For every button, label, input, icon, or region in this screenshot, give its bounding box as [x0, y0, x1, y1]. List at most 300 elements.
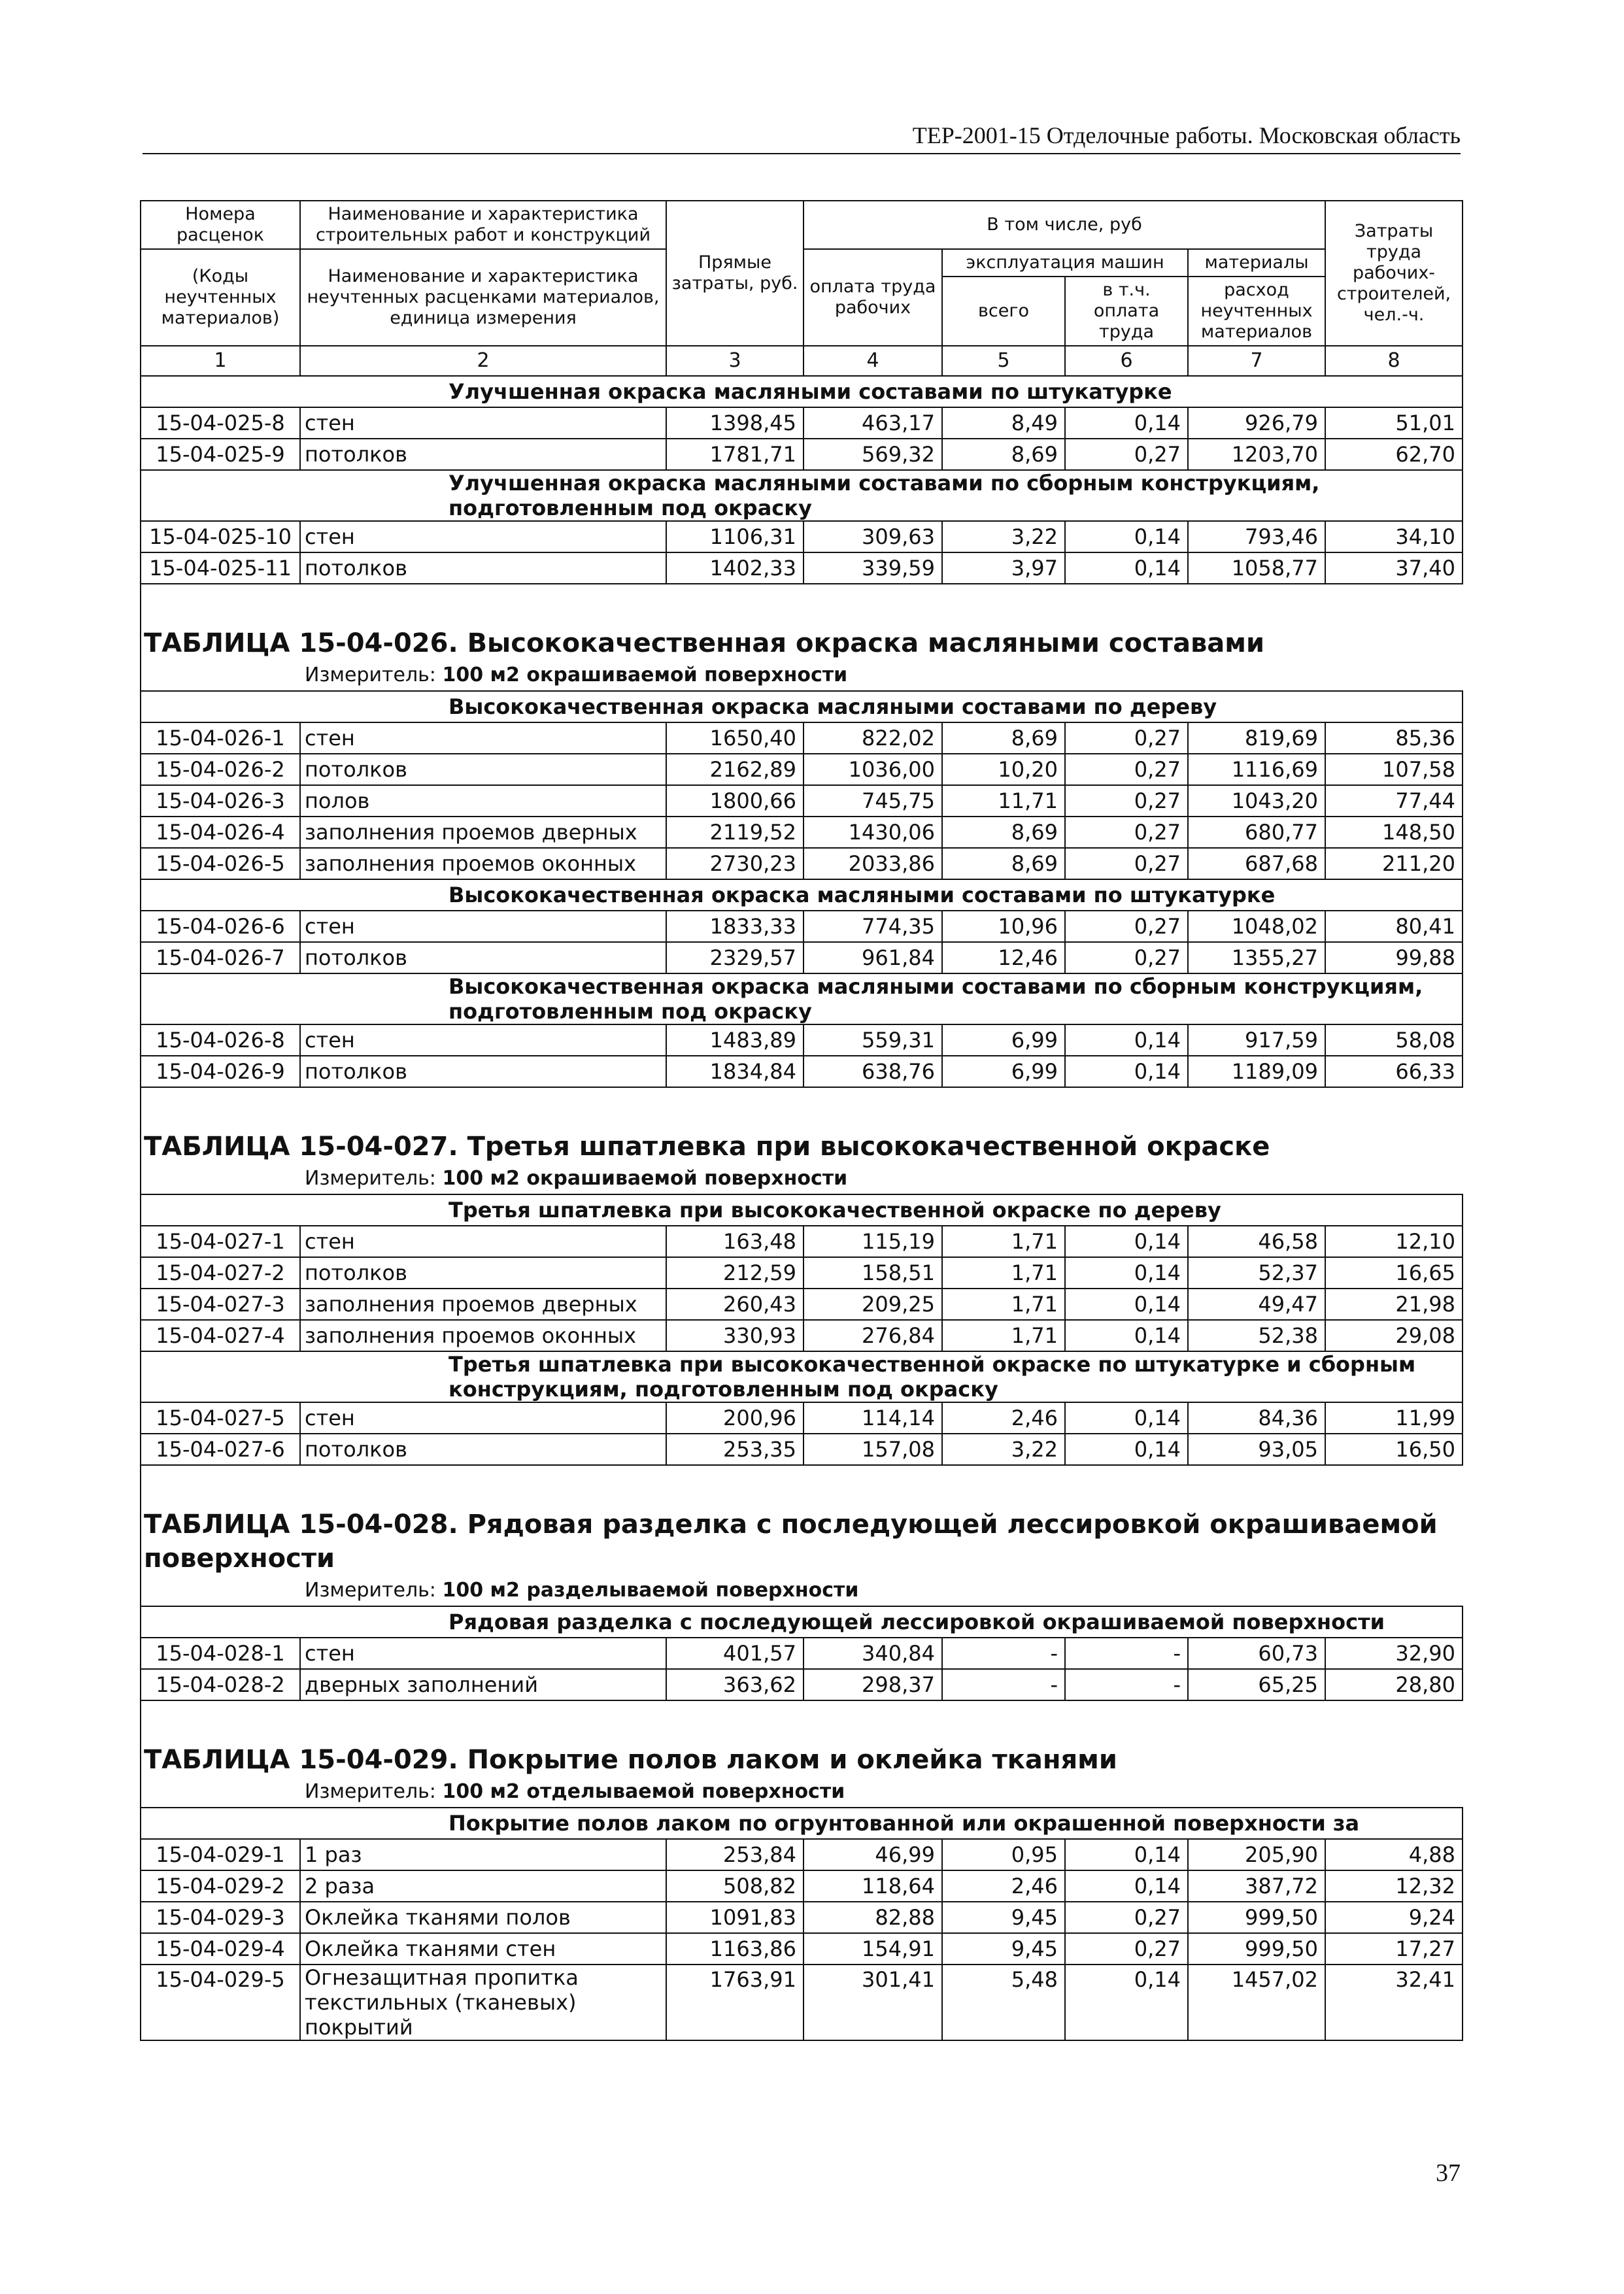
- machines-total: 8,69: [942, 722, 1065, 754]
- col-codes-top: Номера расценок: [141, 201, 300, 249]
- machines-labor: 0,27: [1065, 817, 1188, 848]
- section-title: Третья шпатлевка при высококачественной окраске по штукатурке и сборным конструкциям, подготовленным под окраску: [141, 1351, 1463, 1402]
- materials: 926,79: [1188, 407, 1325, 439]
- materials: 52,37: [1188, 1257, 1325, 1289]
- direct-cost: 1650,40: [666, 722, 804, 754]
- section-row: [141, 1351, 1463, 1402]
- machines-total: 1,71: [942, 1257, 1065, 1289]
- rate-code: 15-04-026-4: [141, 817, 300, 848]
- labor-hours: 12,32: [1325, 1870, 1463, 1902]
- col-incl-labor: в т.ч. оплата труда: [1065, 277, 1188, 346]
- table-row: [141, 1839, 1463, 1870]
- work-name: потолков: [300, 552, 666, 584]
- col-materials: материалы: [1188, 249, 1325, 277]
- measure-row: [141, 1576, 1463, 1606]
- measure-cell: [141, 660, 1463, 691]
- machines-labor: 0,14: [1065, 1226, 1188, 1257]
- machines-labor: 0,14: [1065, 1056, 1188, 1087]
- materials: 1189,09: [1188, 1056, 1325, 1087]
- machines-labor: 0,14: [1065, 1024, 1188, 1056]
- materials: 999,50: [1188, 1933, 1325, 1965]
- labor-pay: 774,35: [804, 911, 942, 942]
- machines-total: 6,99: [942, 1056, 1065, 1087]
- rate-code: 15-04-026-5: [141, 848, 300, 879]
- table-row: [141, 407, 1463, 439]
- table-title: ТАБЛИЦА 15-04-027. Третья шпатлевка при высококачественной окраске: [141, 1110, 1463, 1164]
- rate-code: 15-04-025-8: [141, 407, 300, 439]
- labor-pay: 82,88: [804, 1902, 942, 1933]
- rate-code: 15-04-027-2: [141, 1257, 300, 1289]
- work-name: заполнения проемов оконных: [300, 848, 666, 879]
- work-name: заполнения проемов дверных: [300, 1289, 666, 1320]
- machines-total: 5,48: [942, 1965, 1065, 2040]
- col-name-top: Наименование и характеристика строительных работ и конструкций: [300, 201, 666, 249]
- labor-hours: 32,41: [1325, 1965, 1463, 2040]
- table-gap: [141, 1087, 1463, 1110]
- labor-pay: 340,84: [804, 1638, 942, 1669]
- col-codes-bottom: (Коды неучтенных материалов): [141, 249, 300, 346]
- page-number: 37: [1436, 2159, 1461, 2187]
- rate-code: 15-04-026-6: [141, 911, 300, 942]
- table-row: [141, 817, 1463, 848]
- measure-label: Измеритель:: [305, 1780, 436, 1803]
- labor-pay: 46,99: [804, 1839, 942, 1870]
- col-num: 3: [666, 346, 804, 376]
- work-name: стен: [300, 1226, 666, 1257]
- labor-hours: 16,50: [1325, 1434, 1463, 1465]
- materials: 680,77: [1188, 817, 1325, 848]
- section-row: [141, 973, 1463, 1024]
- work-name: стен: [300, 407, 666, 439]
- materials: 93,05: [1188, 1434, 1325, 1465]
- work-name: Оклейка тканями стен: [300, 1933, 666, 1965]
- table-title: ТАБЛИЦА 15-04-026. Высококачественная окраска масляными составами: [141, 607, 1463, 660]
- table-row: [141, 1933, 1463, 1965]
- section-title: Высококачественная окраска масляными составами по дереву: [141, 691, 1463, 722]
- section-row: [141, 1606, 1463, 1638]
- table-title-row: [141, 1723, 1463, 1777]
- machines-labor: 0,27: [1065, 722, 1188, 754]
- section-title: Высококачественная окраска масляными составами по сборным конструкциям, подготовленным под окраску: [141, 973, 1463, 1024]
- labor-hours: 37,40: [1325, 552, 1463, 584]
- direct-cost: 330,93: [666, 1320, 804, 1351]
- labor-pay: 115,19: [804, 1226, 942, 1257]
- table-row: [141, 911, 1463, 942]
- table-row: [141, 439, 1463, 470]
- table-header: [141, 201, 1463, 346]
- rate-code: 15-04-027-6: [141, 1434, 300, 1465]
- table-row: [141, 785, 1463, 817]
- materials: 1058,77: [1188, 552, 1325, 584]
- machines-labor: 0,14: [1065, 1289, 1188, 1320]
- machines-total: 0,95: [942, 1839, 1065, 1870]
- direct-cost: 1163,86: [666, 1933, 804, 1965]
- labor-hours: 29,08: [1325, 1320, 1463, 1351]
- rate-code: 15-04-026-2: [141, 754, 300, 785]
- materials: 60,73: [1188, 1638, 1325, 1669]
- materials: 687,68: [1188, 848, 1325, 879]
- col-incl: В том числе, руб: [804, 201, 1325, 249]
- table-row: [141, 754, 1463, 785]
- labor-hours: 4,88: [1325, 1839, 1463, 1870]
- labor-pay: 154,91: [804, 1933, 942, 1965]
- machines-labor: 0,14: [1065, 1402, 1188, 1434]
- work-name: 2 раза: [300, 1870, 666, 1902]
- labor-hours: 80,41: [1325, 911, 1463, 942]
- direct-cost: 212,59: [666, 1257, 804, 1289]
- work-name: стен: [300, 1402, 666, 1434]
- labor-hours: 85,36: [1325, 722, 1463, 754]
- labor-hours: 9,24: [1325, 1902, 1463, 1933]
- labor-hours: 51,01: [1325, 407, 1463, 439]
- labor-hours: 99,88: [1325, 942, 1463, 973]
- labor-hours: 148,50: [1325, 817, 1463, 848]
- labor-pay: 2033,86: [804, 848, 942, 879]
- labor-hours: 77,44: [1325, 785, 1463, 817]
- measure-label: Измеритель:: [305, 1579, 436, 1602]
- direct-cost: 1763,91: [666, 1965, 804, 2040]
- machines-labor: 0,27: [1065, 785, 1188, 817]
- direct-cost: 1800,66: [666, 785, 804, 817]
- labor-pay: 118,64: [804, 1870, 942, 1902]
- labor-pay: 158,51: [804, 1257, 942, 1289]
- header-title: ТЕР-2001-15 Отделочные работы. Московская область: [912, 122, 1461, 148]
- materials: 1457,02: [1188, 1965, 1325, 2040]
- table-row: [141, 1638, 1463, 1669]
- work-name: 1 раз: [300, 1839, 666, 1870]
- measure-cell: [141, 1777, 1463, 1808]
- col-num: 8: [1325, 346, 1463, 376]
- work-name: заполнения проемов оконных: [300, 1320, 666, 1351]
- section-row: [141, 1808, 1463, 1839]
- materials: 52,38: [1188, 1320, 1325, 1351]
- rate-code: 15-04-026-3: [141, 785, 300, 817]
- measure-row: [141, 1777, 1463, 1808]
- labor-hours: 16,65: [1325, 1257, 1463, 1289]
- materials: 1203,70: [1188, 439, 1325, 470]
- machines-labor: 0,14: [1065, 1839, 1188, 1870]
- direct-cost: 1106,31: [666, 521, 804, 552]
- rate-code: 15-04-027-5: [141, 1402, 300, 1434]
- machines-labor: 0,27: [1065, 439, 1188, 470]
- direct-cost: 508,82: [666, 1870, 804, 1902]
- machines-labor: 0,27: [1065, 848, 1188, 879]
- materials: 49,47: [1188, 1289, 1325, 1320]
- work-name: стен: [300, 911, 666, 942]
- price-table: [140, 200, 1463, 2041]
- table-row: [141, 1669, 1463, 1700]
- table-row: [141, 942, 1463, 973]
- machines-total: 3,22: [942, 521, 1065, 552]
- direct-cost: 363,62: [666, 1669, 804, 1700]
- table-row: [141, 552, 1463, 584]
- gap-cell: [141, 584, 1463, 607]
- table-row: [141, 1257, 1463, 1289]
- labor-hours: 32,90: [1325, 1638, 1463, 1669]
- work-name: полов: [300, 785, 666, 817]
- labor-pay: 1430,06: [804, 817, 942, 848]
- direct-cost: 1402,33: [666, 552, 804, 584]
- materials: 917,59: [1188, 1024, 1325, 1056]
- work-name: стен: [300, 722, 666, 754]
- work-name: стен: [300, 1024, 666, 1056]
- machines-total: 2,46: [942, 1870, 1065, 1902]
- labor-pay: 559,31: [804, 1024, 942, 1056]
- direct-cost: 2119,52: [666, 817, 804, 848]
- labor-pay: 309,63: [804, 521, 942, 552]
- machines-labor: 0,14: [1065, 521, 1188, 552]
- labor-pay: 638,76: [804, 1056, 942, 1087]
- work-name: стен: [300, 1638, 666, 1669]
- rate-code: 15-04-028-2: [141, 1669, 300, 1700]
- labor-hours: 11,99: [1325, 1402, 1463, 1434]
- table-row: [141, 722, 1463, 754]
- direct-cost: 1398,45: [666, 407, 804, 439]
- col-labor-pay: оплата труда рабочих: [804, 249, 942, 346]
- materials: 1043,20: [1188, 785, 1325, 817]
- section-title: Рядовая разделка с последующей лессировкой окрашиваемой поверхности: [141, 1606, 1463, 1638]
- measure-cell: [141, 1164, 1463, 1194]
- col-num: 1: [141, 346, 300, 376]
- measure-row: [141, 1164, 1463, 1194]
- gap-cell: [141, 1465, 1463, 1488]
- labor-hours: 21,98: [1325, 1289, 1463, 1320]
- section-title: Улучшенная окраска масляными составами по штукатурке: [141, 376, 1463, 407]
- labor-hours: 34,10: [1325, 521, 1463, 552]
- section-row: [141, 691, 1463, 722]
- labor-pay: 822,02: [804, 722, 942, 754]
- direct-cost: 1781,71: [666, 439, 804, 470]
- labor-pay: 114,14: [804, 1402, 942, 1434]
- direct-cost: 253,84: [666, 1839, 804, 1870]
- work-name: заполнения проемов дверных: [300, 817, 666, 848]
- table-gap: [141, 1700, 1463, 1723]
- table-row: [141, 1024, 1463, 1056]
- table-body: [141, 346, 1463, 2040]
- labor-hours: 17,27: [1325, 1933, 1463, 1965]
- direct-cost: 1833,33: [666, 911, 804, 942]
- labor-pay: 463,17: [804, 407, 942, 439]
- column-number-row: [141, 346, 1463, 376]
- machines-total: 3,97: [942, 552, 1065, 584]
- section-row: [141, 1194, 1463, 1226]
- direct-cost: 2730,23: [666, 848, 804, 879]
- materials: 1048,02: [1188, 911, 1325, 942]
- labor-hours: 107,58: [1325, 754, 1463, 785]
- gap-cell: [141, 1087, 1463, 1110]
- col-direct: Прямые затраты, руб.: [666, 201, 804, 346]
- col-name-bottom: Наименование и характеристика неучтенных расценками материалов, единица измерения: [300, 249, 666, 346]
- direct-cost: 1834,84: [666, 1056, 804, 1087]
- machines-total: 12,46: [942, 942, 1065, 973]
- work-name: Оклейка тканями полов: [300, 1902, 666, 1933]
- measure-value: 100 м2 окрашиваемой поверхности: [442, 1167, 848, 1190]
- direct-cost: 200,96: [666, 1402, 804, 1434]
- machines-total: 8,69: [942, 439, 1065, 470]
- machines-total: 2,46: [942, 1402, 1065, 1434]
- machines-total: 1,71: [942, 1320, 1065, 1351]
- labor-hours: 28,80: [1325, 1669, 1463, 1700]
- machines-labor: 0,27: [1065, 911, 1188, 942]
- rate-code: 15-04-026-7: [141, 942, 300, 973]
- col-num: 7: [1188, 346, 1325, 376]
- rate-code: 15-04-029-5: [141, 1965, 300, 2040]
- labor-pay: 961,84: [804, 942, 942, 973]
- table-row: [141, 1434, 1463, 1465]
- materials: 46,58: [1188, 1226, 1325, 1257]
- machines-total: 6,99: [942, 1024, 1065, 1056]
- section-row: [141, 376, 1463, 407]
- machines-total: 1,71: [942, 1289, 1065, 1320]
- measure-value: 100 м2 разделываемой поверхности: [442, 1579, 859, 1602]
- materials: 65,25: [1188, 1669, 1325, 1700]
- machines-total: 1,71: [942, 1226, 1065, 1257]
- table-title-row: [141, 1110, 1463, 1164]
- rate-code: 15-04-029-4: [141, 1933, 300, 1965]
- work-name: потолков: [300, 1257, 666, 1289]
- materials: 999,50: [1188, 1902, 1325, 1933]
- machines-labor: 0,14: [1065, 1434, 1188, 1465]
- section-title: Высококачественная окраска масляными составами по штукатурке: [141, 879, 1463, 911]
- table-gap: [141, 1465, 1463, 1488]
- machines-total: 3,22: [942, 1434, 1065, 1465]
- measure-value: 100 м2 отделываемой поверхности: [442, 1780, 845, 1803]
- machines-total: 10,20: [942, 754, 1065, 785]
- rate-code: 15-04-025-10: [141, 521, 300, 552]
- work-name: потолков: [300, 754, 666, 785]
- labor-pay: 745,75: [804, 785, 942, 817]
- labor-hours: 12,10: [1325, 1226, 1463, 1257]
- running-header: [143, 122, 1461, 150]
- labor-pay: 339,59: [804, 552, 942, 584]
- machines-labor: 0,14: [1065, 1257, 1188, 1289]
- table-row: [141, 1902, 1463, 1933]
- labor-pay: 209,25: [804, 1289, 942, 1320]
- materials: 205,90: [1188, 1839, 1325, 1870]
- table-title-row: [141, 1488, 1463, 1576]
- measure-value: 100 м2 окрашиваемой поверхности: [442, 664, 848, 686]
- table-row: [141, 1056, 1463, 1087]
- machines-labor: 0,14: [1065, 552, 1188, 584]
- measure-cell: [141, 1576, 1463, 1606]
- labor-hours: 62,70: [1325, 439, 1463, 470]
- machines-total: 8,69: [942, 848, 1065, 879]
- direct-cost: 260,43: [666, 1289, 804, 1320]
- machines-labor: -: [1065, 1669, 1188, 1700]
- direct-cost: 1091,83: [666, 1902, 804, 1933]
- rate-code: 15-04-028-1: [141, 1638, 300, 1669]
- machines-labor: 0,27: [1065, 754, 1188, 785]
- table-row: [141, 521, 1463, 552]
- direct-cost: 2162,89: [666, 754, 804, 785]
- measure-label: Измеритель:: [305, 1167, 436, 1190]
- work-name: Огнезащитная пропитка текстильных (тканевых) покрытий: [300, 1965, 666, 2040]
- col-num: 6: [1065, 346, 1188, 376]
- machines-total: 8,49: [942, 407, 1065, 439]
- machines-total: 8,69: [942, 817, 1065, 848]
- col-num: 4: [804, 346, 942, 376]
- work-name: потолков: [300, 942, 666, 973]
- work-name: потолков: [300, 439, 666, 470]
- measure-row: [141, 660, 1463, 691]
- rate-code: 15-04-029-1: [141, 1839, 300, 1870]
- rate-code: 15-04-025-11: [141, 552, 300, 584]
- col-machines: эксплуатация машин: [942, 249, 1188, 277]
- section-row: [141, 470, 1463, 521]
- table-gap: [141, 584, 1463, 607]
- labor-pay: 301,41: [804, 1965, 942, 2040]
- labor-hours: 66,33: [1325, 1056, 1463, 1087]
- direct-cost: 163,48: [666, 1226, 804, 1257]
- labor-pay: 298,37: [804, 1669, 942, 1700]
- section-title: Улучшенная окраска масляными составами по сборным конструкциям, подготовленным под окраску: [141, 470, 1463, 521]
- machines-labor: 0,14: [1065, 407, 1188, 439]
- rate-code: 15-04-027-1: [141, 1226, 300, 1257]
- direct-cost: 1483,89: [666, 1024, 804, 1056]
- header-rule: [143, 153, 1461, 154]
- section-title: Третья шпатлевка при высококачественной окраске по дереву: [141, 1194, 1463, 1226]
- measure-label: Измеритель:: [305, 664, 436, 686]
- labor-pay: 1036,00: [804, 754, 942, 785]
- rate-code: 15-04-026-1: [141, 722, 300, 754]
- section-row: [141, 879, 1463, 911]
- machines-labor: 0,27: [1065, 1902, 1188, 1933]
- labor-hours: 211,20: [1325, 848, 1463, 879]
- machines-labor: 0,14: [1065, 1320, 1188, 1351]
- materials: 387,72: [1188, 1870, 1325, 1902]
- labor-pay: 157,08: [804, 1434, 942, 1465]
- direct-cost: 2329,57: [666, 942, 804, 973]
- machines-total: 11,71: [942, 785, 1065, 817]
- materials: 819,69: [1188, 722, 1325, 754]
- table-title-row: [141, 607, 1463, 660]
- machines-labor: -: [1065, 1638, 1188, 1669]
- rate-code: 15-04-029-2: [141, 1870, 300, 1902]
- machines-total: -: [942, 1638, 1065, 1669]
- col-num: 5: [942, 346, 1065, 376]
- machines-labor: 0,27: [1065, 1933, 1188, 1965]
- machines-labor: 0,27: [1065, 942, 1188, 973]
- col-labor-cost: Затраты труда рабочих-строителей, чел.-ч.: [1325, 201, 1463, 346]
- machines-labor: 0,14: [1065, 1965, 1188, 2040]
- materials: 1355,27: [1188, 942, 1325, 973]
- machines-total: 9,45: [942, 1902, 1065, 1933]
- labor-pay: 276,84: [804, 1320, 942, 1351]
- materials: 1116,69: [1188, 754, 1325, 785]
- section-title: Покрытие полов лаком по огрунтованной или окрашенной поверхности за: [141, 1808, 1463, 1839]
- materials: 84,36: [1188, 1402, 1325, 1434]
- rate-code: 15-04-026-8: [141, 1024, 300, 1056]
- rate-code: 15-04-027-3: [141, 1289, 300, 1320]
- rate-code: 15-04-025-9: [141, 439, 300, 470]
- table-title: ТАБЛИЦА 15-04-028. Рядовая разделка с последующей лессировкой окрашиваемой поверхности: [141, 1488, 1463, 1576]
- direct-cost: 401,57: [666, 1638, 804, 1669]
- machines-labor: 0,14: [1065, 1870, 1188, 1902]
- col-total: всего: [942, 277, 1065, 346]
- table-row: [141, 1226, 1463, 1257]
- work-name: стен: [300, 521, 666, 552]
- materials: 793,46: [1188, 521, 1325, 552]
- labor-hours: 58,08: [1325, 1024, 1463, 1056]
- work-name: потолков: [300, 1434, 666, 1465]
- table-row: [141, 1289, 1463, 1320]
- direct-cost: 253,35: [666, 1434, 804, 1465]
- machines-total: -: [942, 1669, 1065, 1700]
- table-row: [141, 1320, 1463, 1351]
- table-row: [141, 848, 1463, 879]
- rate-code: 15-04-026-9: [141, 1056, 300, 1087]
- machines-total: 10,96: [942, 911, 1065, 942]
